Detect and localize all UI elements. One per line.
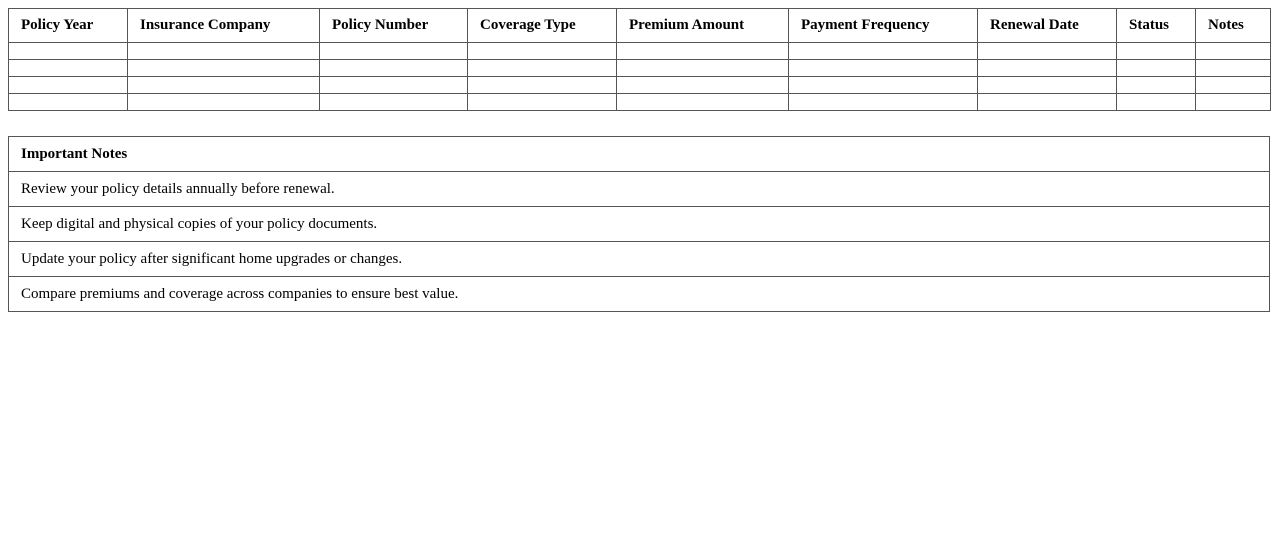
- table-cell[interactable]: [1196, 43, 1271, 60]
- table-cell[interactable]: [9, 77, 128, 94]
- table-cell[interactable]: [978, 60, 1117, 77]
- table-cell[interactable]: [978, 43, 1117, 60]
- table-cell[interactable]: [617, 60, 789, 77]
- table-cell[interactable]: [9, 94, 128, 111]
- table-row: [9, 94, 1271, 111]
- column-header-notes: Notes: [1196, 9, 1271, 43]
- table-cell[interactable]: [468, 43, 617, 60]
- table-cell[interactable]: [128, 43, 320, 60]
- table-cell[interactable]: [978, 94, 1117, 111]
- table-cell[interactable]: [1117, 43, 1196, 60]
- table-cell[interactable]: [1196, 94, 1271, 111]
- table-cell[interactable]: [128, 77, 320, 94]
- column-header-renewal-date: Renewal Date: [978, 9, 1117, 43]
- table-cell[interactable]: [789, 43, 978, 60]
- table-cell[interactable]: [468, 94, 617, 111]
- table-cell[interactable]: [789, 94, 978, 111]
- list-item: [9, 207, 1270, 242]
- table-row: [9, 43, 1271, 60]
- table-cell[interactable]: [789, 60, 978, 77]
- table-cell[interactable]: [617, 94, 789, 111]
- column-header-policy-number: Policy Number: [320, 9, 468, 43]
- table-row: [9, 77, 1271, 94]
- list-item: [9, 277, 1270, 312]
- table-cell[interactable]: [468, 60, 617, 77]
- table-cell[interactable]: [1196, 60, 1271, 77]
- table-cell[interactable]: [9, 43, 128, 60]
- note-text: Compare premiums and coverage across companies to ensure best value.: [9, 277, 1270, 312]
- table-cell[interactable]: [617, 43, 789, 60]
- table-cell[interactable]: [320, 43, 468, 60]
- table-row: [9, 60, 1271, 77]
- list-item: [9, 242, 1270, 277]
- table-header-row: [9, 9, 1271, 43]
- column-header-payment-frequency: Payment Frequency: [789, 9, 978, 43]
- notes-header-row: [9, 137, 1270, 172]
- table-cell[interactable]: [320, 60, 468, 77]
- column-header-insurance-company: Insurance Company: [128, 9, 320, 43]
- note-text: Update your policy after significant home upgrades or changes.: [9, 242, 1270, 277]
- document-body: [8, 8, 1270, 312]
- table-cell[interactable]: [1117, 60, 1196, 77]
- note-text: Keep digital and physical copies of your policy documents.: [9, 207, 1270, 242]
- table-cell[interactable]: [320, 77, 468, 94]
- column-header-premium-amount: Premium Amount: [617, 9, 789, 43]
- column-header-coverage-type: Coverage Type: [468, 9, 617, 43]
- table-cell[interactable]: [617, 77, 789, 94]
- note-text: Review your policy details annually before renewal.: [9, 172, 1270, 207]
- table-cell[interactable]: [128, 60, 320, 77]
- table-cell[interactable]: [1196, 77, 1271, 94]
- notes-title: Important Notes: [9, 137, 1270, 172]
- table-cell[interactable]: [978, 77, 1117, 94]
- table-cell[interactable]: [128, 94, 320, 111]
- table-cell[interactable]: [1117, 94, 1196, 111]
- table-cell[interactable]: [9, 60, 128, 77]
- policy-table: [8, 8, 1271, 111]
- column-header-status: Status: [1117, 9, 1196, 43]
- table-cell[interactable]: [789, 77, 978, 94]
- table-cell[interactable]: [468, 77, 617, 94]
- table-cell[interactable]: [320, 94, 468, 111]
- table-cell[interactable]: [1117, 77, 1196, 94]
- column-header-policy-year: Policy Year: [9, 9, 128, 43]
- important-notes-table: [8, 136, 1270, 312]
- list-item: [9, 172, 1270, 207]
